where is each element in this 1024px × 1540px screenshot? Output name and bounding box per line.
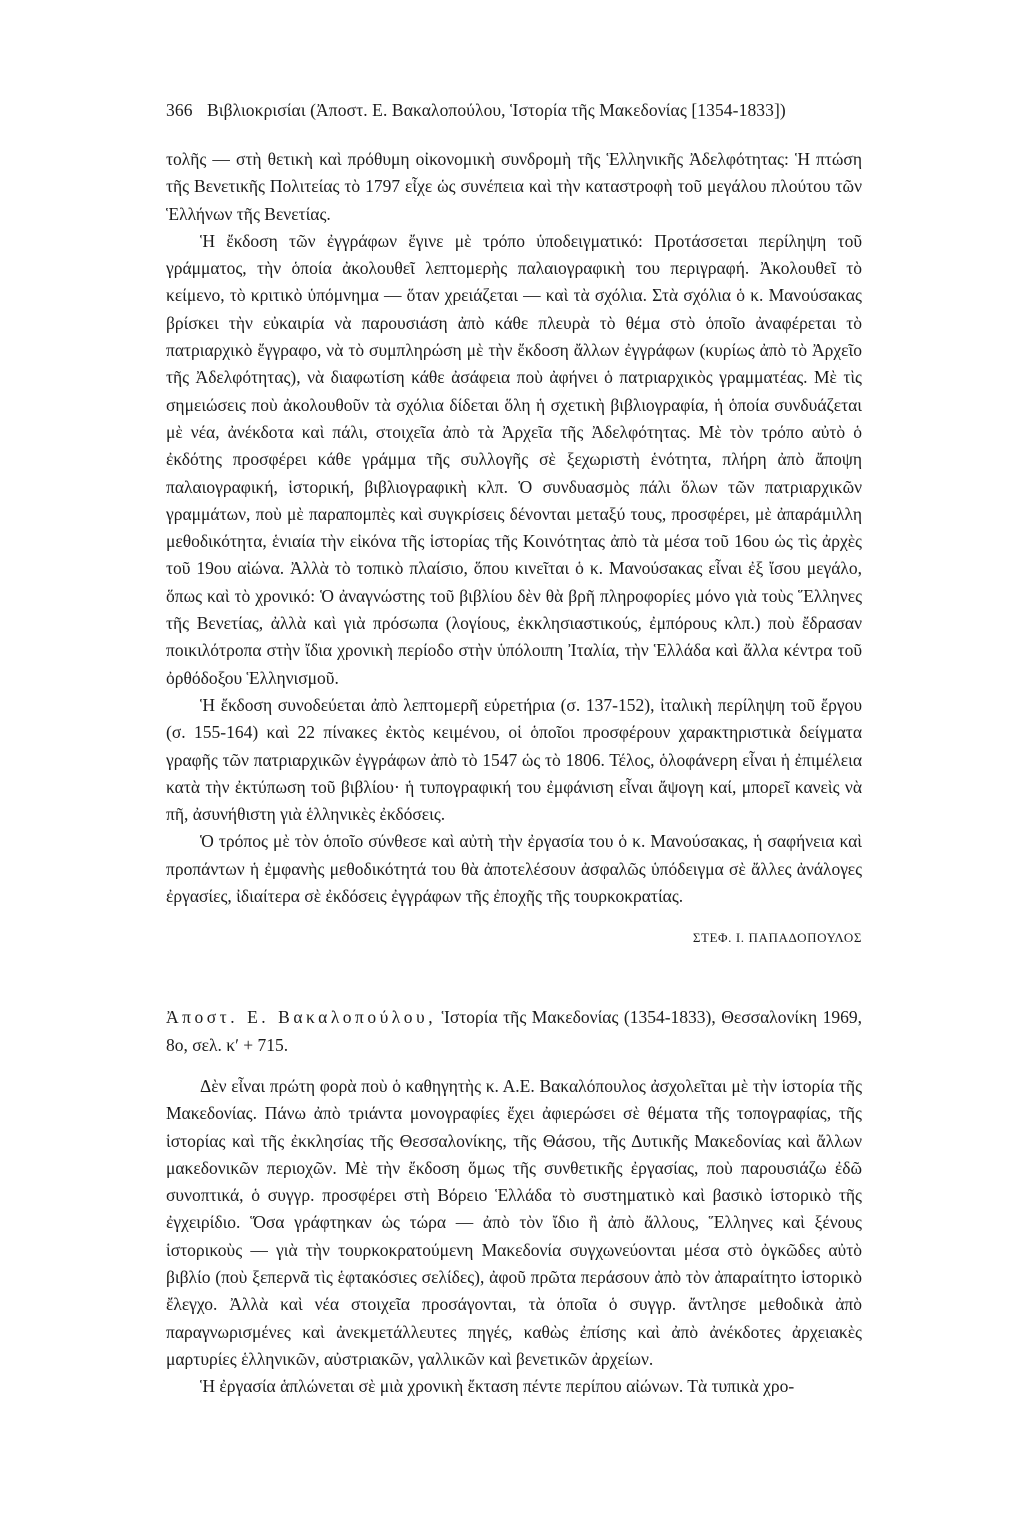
review-1: [166, 146, 862, 910]
review-1-paragraph: Ἡ ἔκδοση συνοδεύεται ἀπὸ λεπτομερῆ εὑρετήρια (σ. 137-152), ἰταλικὴ περίληψη τοῦ ἔργου (σ. 155-164) καὶ 22 πίνακες ἐκτὸς κειμένου, οἱ ὁποῖοι προσφέρουν χαρακτηριστικὰ δείγματα γραφῆς τῶν πατριαρχικῶν ἐγγράφων ἀπὸ τὸ 1547 ὡς τὸ 1806. Τέλος, ὁλοφάνερη εἶναι ἡ ἐπιμέλεια κατὰ τὴν ἐκτύπωση τοῦ βιβλίου· ἡ τυπογραφική του ἐμφάνιση εἶναι ἄψογη καί, μπορεῖ κανεὶς νὰ πῆ, ἀσυνήθιστη γιὰ ἑλληνικὲς ἐκδόσεις.: [166, 694, 862, 825]
page-number: 366: [166, 100, 193, 120]
review-1-paragraph: Ἡ ἔκδοση τῶν ἐγγράφων ἔγινε μὲ τρόπο ὑποδειγματικό: Προτάσσεται περίληψη τοῦ γράμματος, τὴν ὁποία ἀκολουθεῖ λεπτομερὴς παλαιογραφικὴ του περιγραφή. Ἀκολουθεῖ τὸ κείμενο, τὸ κριτικὸ ὑπόμνημα — ὅταν χρειάζεται — καὶ τὰ σχόλια. Στὰ σχόλια ὁ κ. Μανούσακας βρίσκει τὴν εὐκαιρία νὰ παρουσιάση ἀπὸ κάθε πλευρὰ τὸ θέμα στὸ ὁποῖο ἀναφέρεται τὸ πατριαρχικὸ ἔγγραφο, νὰ τὸ συμπληρώση μὲ τὴν ἔκδοση ἄλλων ἐγγράφων (κυρίως ἀπὸ τὸ Ἀρχεῖο τῆς Ἀδελφότητας), νὰ διαφωτίση κάθε ἀσάφεια ποὺ ἀφήνει ὁ πατριαρχικὸς γραμματέας. Μὲ τὶς σημειώσεις ποὺ ἀκολουθοῦν τὰ σχόλια δίδεται ὅλη ἡ σχετικὴ βιβλιογραφία, ἡ ὁποία συνδυάζεται μὲ νέα, ἀνέκδοτα καὶ πάλι, στοιχεῖα ἀπὸ τὰ Ἀρχεῖα τῆς Ἀδελφότητας. Μὲ τὸν τρόπο αὐτὸ ὁ ἐκδότης προσφέρει κάθε γράμμα τῆς συλλογῆς σὲ ξεχωριστὴ ἑνότητα, πλήρη ἀπὸ ἄποψη παλαιογραφική, ἱστορική, βιβλιογραφικὴ κλπ. Ὁ συνδυασμὸς πάλι ὅλων τῶν πατριαρχικῶν γραμμάτων, ποὺ μὲ παραπομπὲς καὶ συγκρίσεις δένονται μεταξύ τους, προσφέρει, μὲ ἀπαράμιλλη μεθοδικότητα, ἑνιαία τὴν εἰκόνα τῆς ἱστορίας τῆς Κοινότητας ἀπὸ τὰ μέσα τοῦ 16ου ὡς τὶς ἀρχὲς τοῦ 19ου αἰώνα. Ἀλλὰ τὸ τοπικὸ πλαίσιο, ὅπου κινεῖται ὁ κ. Μανούσακας εἶναι ἐξ ἴσου μεγάλο, ὅπως καὶ τὸ χρονικό: Ὁ ἀναγνώστης τοῦ βιβλίου δὲν θὰ βρῆ πληροφορίες μόνο γιὰ τοὺς Ἕλληνες τῆς Βενετίας, ἀλλὰ καὶ γιὰ πρόσωπα (λογίους, ἐκκλησιαστικούς, ἐμπόρους κλπ.) ποὺ ἔδρασαν ποικιλότροπα στὴν ἴδια χρονικὴ περίοδο στὴν ὑπόλοιπη Ἰταλία, τὴν Ἑλλάδα καὶ ἄλλα κέντρα τοῦ ὀρθόδοξου Ἑλληνισμοῦ.: [166, 230, 862, 688]
citation-details: Ἱστορία τῆς Μακεδονίας (1354-1833), Θεσσαλονίκη 1969, 8ο, σελ. κʹ + 715.: [166, 1007, 862, 1055]
review-signature: ΣΤΕΦ. Ι. ΠΑΠΑΔΟΠΟΥΛΟΣ: [692, 930, 862, 946]
review-2-citation: [166, 1004, 862, 1059]
running-head: [166, 96, 862, 124]
review-2-paragraph: Δὲν εἶναι πρώτη φορὰ ποὺ ὁ καθηγητὴς κ. Α.Ε. Βακαλόπουλος ἀσχολεῖται μὲ τὴν ἱστορία τῆς Μακεδονίας. Πάνω ἀπὸ τριάντα μονογραφίες ἔχει ἀφιερώσει σὲ θέματα τῆς τοπογραφίας, τῆς ἱστορίας καὶ τῆς ἐκκλησίας τῆς Θεσσαλονίκης, τῆς Θάσου, τῆς Δυτικῆς Μακεδονίας καὶ ἄλλων μακεδονικῶν περιοχῶν. Μὲ τὴν ἔκδοση ὅμως τῆς συνθετικῆς ἐργασίας, ποὺ παρουσιάζω ἐδῶ συνοπτικά, ὁ συγγρ. προσφέρει στὴ Βόρειο Ἑλλάδα τὸ συστηματικὸ καὶ βασικὸ ἱστορικὸ τῆς ἐγχειρίδιο. Ὅσα γράφτηκαν ὡς τώρα — ἀπὸ τὸν ἴδιο ἢ ἀπὸ ἄλλους, Ἕλληνες καὶ ξένους ἱστορικοὺς — γιὰ τὴν τουρκοκρατούμενη Μακεδονία συγχωνεύονται μέσα στὸ ὀγκῶδες αὐτὸ βιβλίο (ποὺ ξεπερνᾶ τὶς ἑφτακόσιες σελίδες), ἀφοῦ πρῶτα περάσουν ἀπὸ τὸν ἀπαραίτητο ἱστορικὸ ἔλεγχο. Ἀλλὰ καὶ νέα στοιχεῖα προσάγονται, τὰ ὁποῖα ὁ συγγρ. ἄντλησε μεθοδικὰ ἀπὸ παραγνωρισμένες καὶ ἀνεκμετάλλευτες πηγές, καθὼς ἐπίσης καὶ ἀπὸ ἀνέκδοτες ἀρχειακὲς μαρτυρίες ἑλληνικῶν, αὐστριακῶν, γαλλικῶν καὶ βενετικῶν ἀρχείων.: [166, 1075, 862, 1369]
review-1-paragraph: τολῆς — στὴ θετικὴ καὶ πρόθυμη οἰκονομικὴ συνδρομὴ τῆς Ἑλληνικῆς Ἀδελφότητας: Ἡ πτώση τῆς Βενετικῆς Πολιτείας τὸ 1797 εἶχε ὡς συνέπεια καὶ τὴν καταστροφὴ τοῦ μεγάλου πλούτου τῶν Ἑλλήνων τῆς Βενετίας.: [166, 149, 862, 224]
review-1-paragraph: Ὁ τρόπος μὲ τὸν ὁποῖο σύνθεσε καὶ αὐτὴ τὴν ἐργασία του ὁ κ. Μανούσακας, ἡ σαφήνεια καὶ προπάντων ἡ ἐμφανὴς μεθοδικότητά του θὰ ἀποτελέσουν ἀσφαλῶς ὑπόδειγμα σὲ ἄλλες ἀνάλογες ἐργασίες, ἰδιαίτερα σὲ ἐκδόσεις ἐγγράφων τῆς ἐποχῆς τῆς τουρκοκρατίας.: [166, 831, 862, 907]
review-2-paragraph: Ἡ ἐργασία ἁπλώνεται σὲ μιὰ χρονικὴ ἔκταση πέντε περίπου αἰώνων. Τὰ τυπικὰ χρο-: [200, 1376, 795, 1397]
page: [166, 96, 862, 1400]
citation-author: Ἀποστ. Ε. Βακαλοπούλου,: [166, 1007, 437, 1028]
review-2: [166, 1004, 862, 1400]
running-head-title: Βιβλιοκρισίαι (Ἀποστ. Ε. Βακαλοπούλου, Ἱστορία τῆς Μακεδονίας [1354-1833]): [207, 100, 786, 120]
